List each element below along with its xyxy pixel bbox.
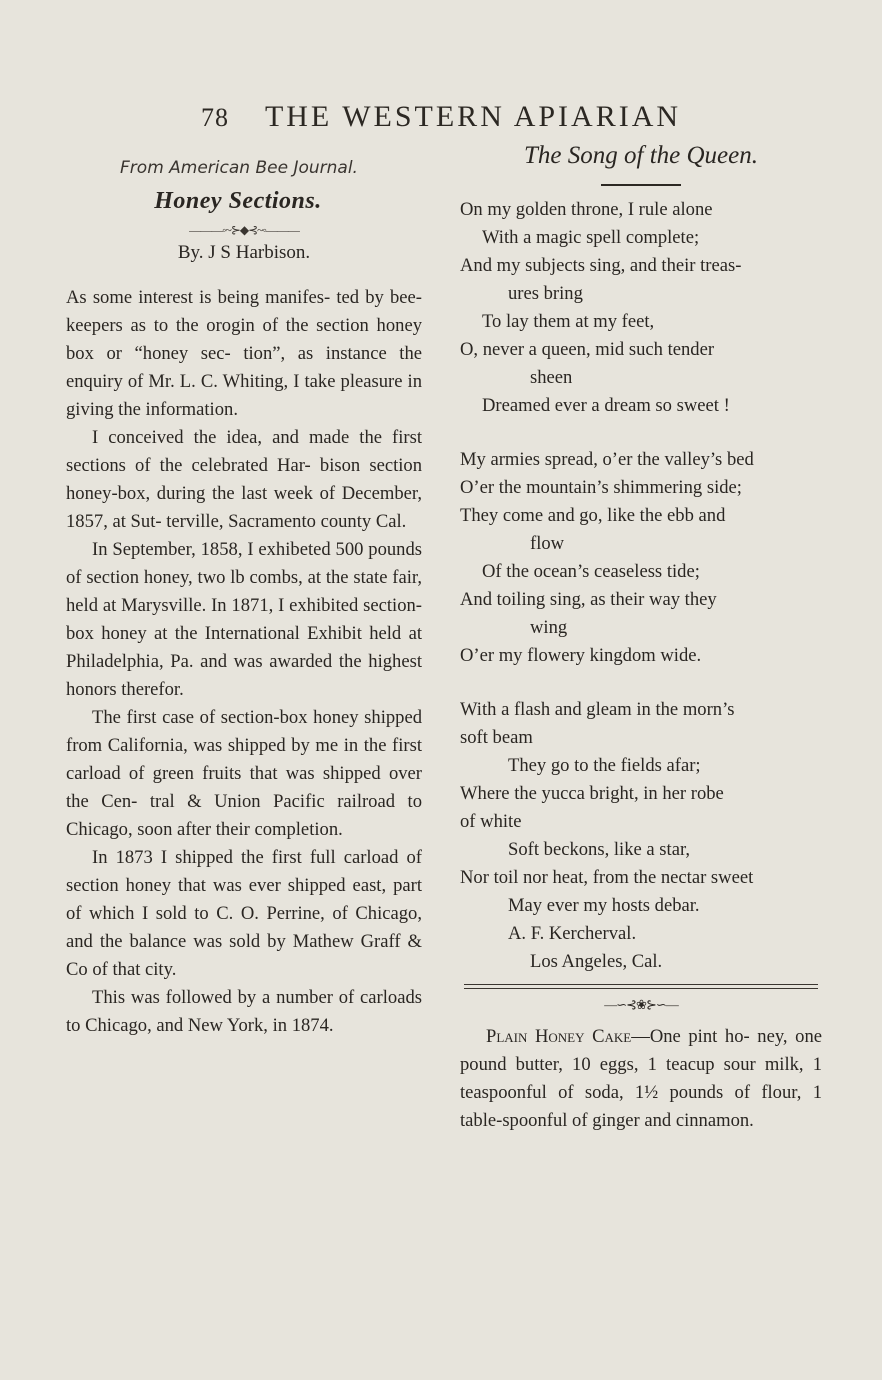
recipe-heading: Plain Honey Cake — [486, 1026, 632, 1047]
poem-line: flow — [530, 533, 565, 554]
poem-stanza — [460, 196, 822, 420]
poem-line: Of the ocean’s ceaseless tide; — [482, 561, 700, 582]
poem-line: With a flash and gleam in the morn’s — [460, 699, 735, 720]
poem-line: Nor toil nor heat, from the nectar sweet — [460, 867, 754, 888]
poem-title: The Song of the Queen. — [524, 142, 758, 169]
poem-line: With a magic spell complete; — [482, 227, 700, 248]
poem-line: On my golden throne, I rule alone — [460, 199, 713, 220]
poem-line: Where the yucca bright, in her robe — [460, 783, 724, 804]
poem-place: Los Angeles, Cal. — [530, 951, 663, 972]
poem-line: O’er my flowery kingdom wide. — [460, 645, 702, 666]
section-divider — [464, 984, 818, 989]
poem-line: They come and go, like the ebb and — [460, 505, 726, 526]
article-paragraph: In September, 1858, I exhibeted 500 pounds of section honey, two lb combs, at the state fair, held at Marysville. In 1871, I exhibited section-box honey at the International Exhibit held at Philadelphia, Pa. and was awarded the highest honors therefor. — [66, 539, 422, 700]
poem-line: They go to the fields afar; — [508, 755, 701, 776]
title-ornament: ———◦~⊱◆⊰~◦——— — [189, 223, 299, 237]
title-rule — [601, 184, 681, 186]
poem-line: ures bring — [508, 283, 583, 304]
poem-line: My armies spread, o’er the valley’s bed — [460, 449, 754, 470]
recipe-paragraph — [460, 1023, 822, 1135]
page-number: 78 — [200, 103, 229, 132]
poem-stanza — [460, 696, 822, 920]
recipe-ornament: —∽⊰❀⊱∽— — [604, 997, 678, 1012]
article-paragraph: This was followed by a number of carloads to Chicago, and New York, in 1874. — [66, 987, 422, 1036]
article-paragraph: The first case of section-box honey shipped from California, was shipped by me in the first carload of green fruits that was shipped over the Cen- tral & Union Pacific railroad to Chicago, soon after their completion. — [66, 707, 422, 840]
poem-line: O’er the mountain’s shimmering side; — [460, 477, 742, 498]
article-title: Honey Sections. — [154, 188, 322, 214]
poem-author: A. F. Kercherval. — [508, 923, 637, 944]
article-paragraph: As some interest is being manifes- ted by bee-keepers as to the orogin of the section honey box or “honey sec- tion”, as instance the enquiry of Mr. L. C. Whiting, I take pleasure in giving the information. — [66, 287, 422, 420]
article-source: From American Bee Journal. — [120, 158, 358, 178]
running-title: THE WESTERN APIARIAN — [264, 100, 682, 133]
poem-line: of white — [460, 811, 522, 832]
poem-line: And my subjects sing, and their treas- — [460, 255, 742, 276]
article-paragraph: In 1873 I shipped the first full carload of section honey that was ever shipped east, part of which I sold to C. O. Perrine, of Chicago, and the balance was sold by Mathew Graff & Co of that city. — [66, 847, 422, 980]
article-paragraph: I conceived the idea, and made the first sections of the celebrated Har- bison section honey-box, during the last week of December, 1857, at Sut- terville, Sacramento county Cal. — [66, 427, 422, 532]
poem-line: Dreamed ever a dream so sweet ! — [482, 395, 730, 416]
recipe-text: —One pint ho- ney, one pound butter, 10 eggs, 1 teacup sour milk, 1 teaspoonful of soda, 1½ pounds of flour, 1 table-spoonful of ginger and cinnamon. — [460, 1026, 822, 1131]
page-header — [0, 100, 882, 134]
poem-line: Soft beckons, like a star, — [508, 839, 691, 860]
poem-stanza — [460, 446, 822, 670]
right-column — [460, 142, 822, 1135]
article-byline: By. J S Harbison. — [177, 242, 311, 263]
poem-line: sheen — [530, 367, 573, 388]
left-column — [66, 158, 422, 1040]
poem-line: wing — [530, 617, 568, 638]
poem-line: And toiling sing, as their way they — [460, 589, 717, 610]
poem-line: May ever my hosts debar. — [508, 895, 700, 916]
poem-line: To lay them at my feet, — [482, 311, 655, 332]
poem-line: O, never a queen, mid such tender — [460, 339, 715, 360]
poem-line: soft beam — [460, 727, 533, 748]
